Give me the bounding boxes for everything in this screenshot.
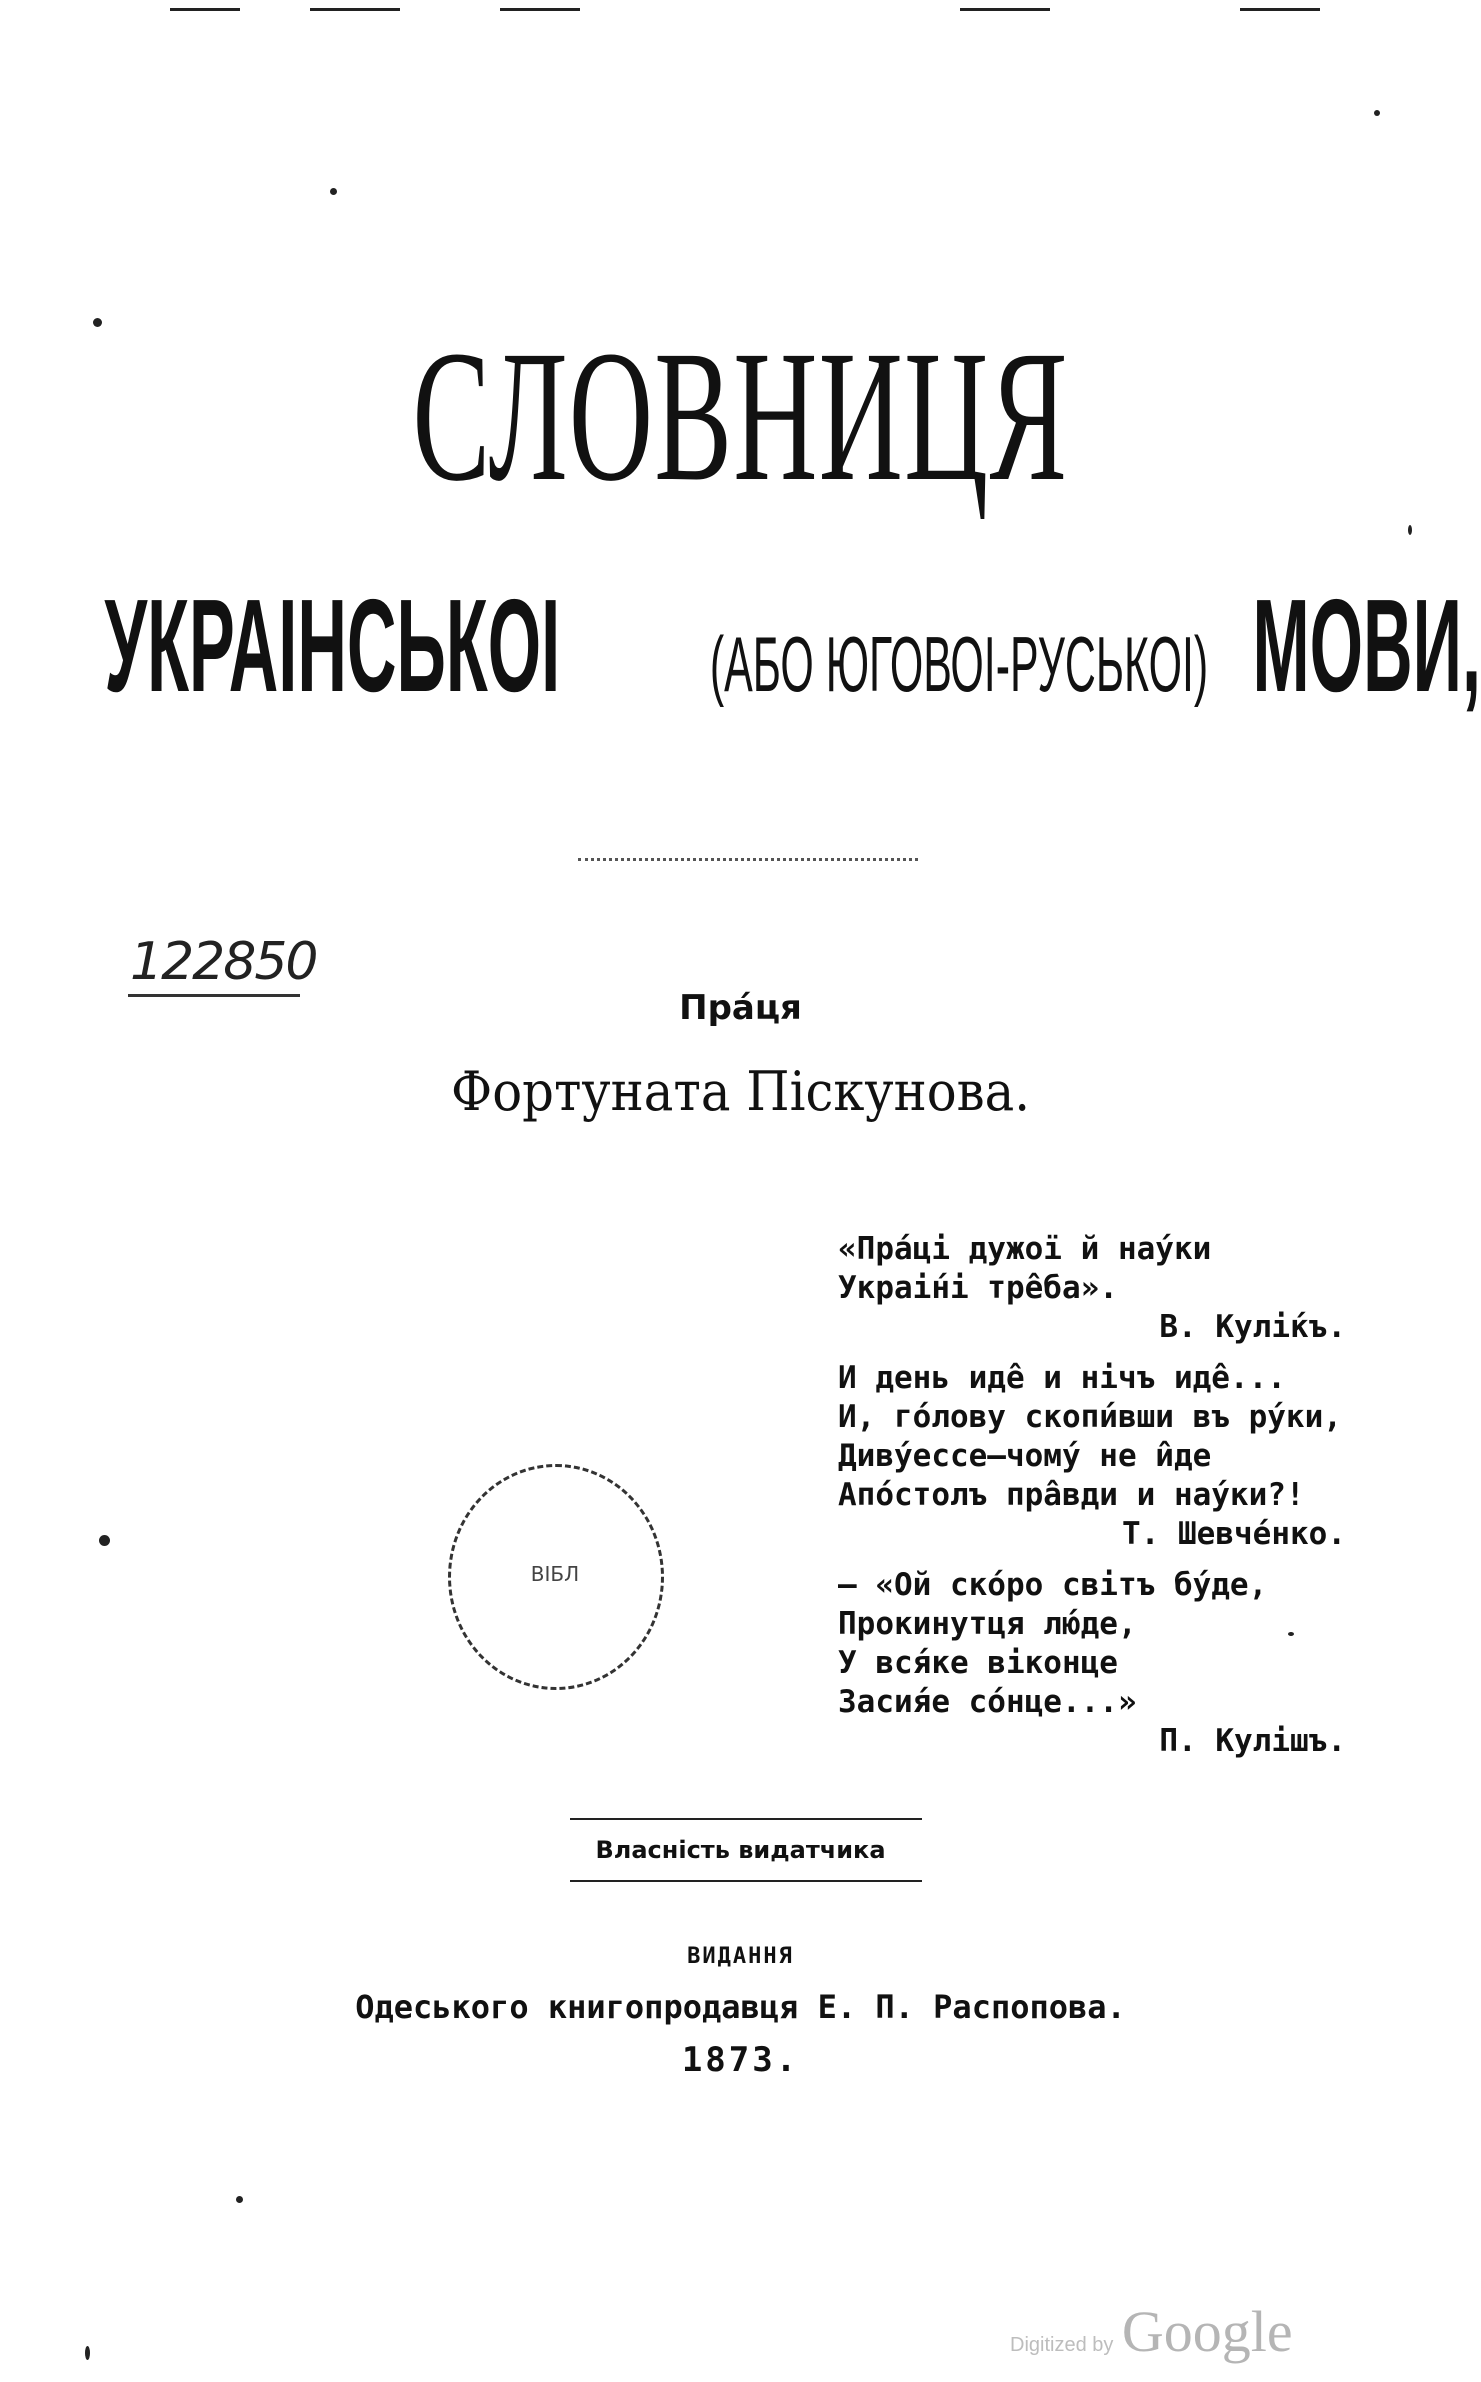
epigraph-shevchenko (838, 1359, 1346, 1554)
epigraph-line: «Пра́ці дужої й нау́ки (838, 1231, 1212, 1267)
epigraph-kulik (838, 1230, 1346, 1347)
epigraph-kulish (838, 1566, 1346, 1761)
watermark-prefix: Digitized by (1010, 2334, 1114, 2356)
top-dash (960, 8, 1050, 11)
divider-bottom (570, 1880, 922, 1882)
top-dash (500, 8, 580, 11)
stamp-text: ВІБЛ (530, 1562, 580, 1586)
epigraph-line: Апо́столъ пра̂вди и нау́ки?! (838, 1477, 1305, 1513)
title-ukrainian: УКРАІНСЬКОІ (104, 572, 561, 719)
scan-speck (1408, 525, 1412, 535)
epigraph-line: Засия́е со́нце...» (838, 1684, 1137, 1720)
title-line-1: СЛОВНИЦЯ (412, 311, 1069, 520)
publisher: Одеського книгопродавця Е. П. Распопова. (355, 1988, 1126, 2026)
epigraph-line: У вся́ке віконце (838, 1645, 1118, 1681)
top-dash (1240, 8, 1320, 11)
scan-speck (99, 1535, 110, 1546)
epigraph-signature: В. Кулі́къ. (1159, 1309, 1346, 1345)
watermark-brand: Google (1121, 2299, 1293, 2364)
publisher-label: ВИДАННЯ (687, 1944, 794, 1969)
digitized-watermark (1010, 2298, 1293, 2365)
decorative-rule (578, 858, 918, 861)
scan-speck (1374, 110, 1380, 116)
epigraph-line: Диву́ессе—чому́ не и̂де (838, 1438, 1212, 1474)
epigraph-line: Украі́ні тре̂ба». (838, 1270, 1118, 1306)
epigraph-line: Прокинутця лю́де, (838, 1606, 1137, 1642)
top-dash (170, 8, 240, 11)
scan-speck (93, 318, 102, 327)
scan-speck (330, 188, 337, 195)
scan-speck (85, 2346, 90, 2360)
epigraph-line: И, го́лову скопи́вши въ ру́ки, (838, 1399, 1342, 1435)
title-parenthetical: (АБО ЮГОВОІ-РУСЬКОІ) (709, 620, 1209, 708)
divider-top (570, 1818, 922, 1820)
epigraph-line: И день иде̂ и нічъ иде̂... (838, 1360, 1286, 1396)
ownership-note: Власність видатчика (595, 1836, 886, 1864)
epigraph-line: — «Ой ско́ро світъ бу́де, (838, 1567, 1268, 1603)
author-name: Фортуната Піскунова. (450, 1060, 1030, 1123)
epigraph-signature: П. Кулішъ. (1159, 1723, 1346, 1759)
publication-year: 1873. (681, 2040, 800, 2080)
title-line-2 (0, 572, 1481, 719)
epigraphs (838, 1230, 1346, 1761)
epigraph-signature: Т. Шевче́нко. (1122, 1516, 1346, 1552)
scan-speck (236, 2196, 243, 2203)
title-language: МОВИ, (1252, 572, 1481, 719)
catalog-number: 122850 (130, 932, 317, 992)
work-label: Пра́ця (679, 988, 802, 1028)
top-dash (310, 8, 400, 11)
